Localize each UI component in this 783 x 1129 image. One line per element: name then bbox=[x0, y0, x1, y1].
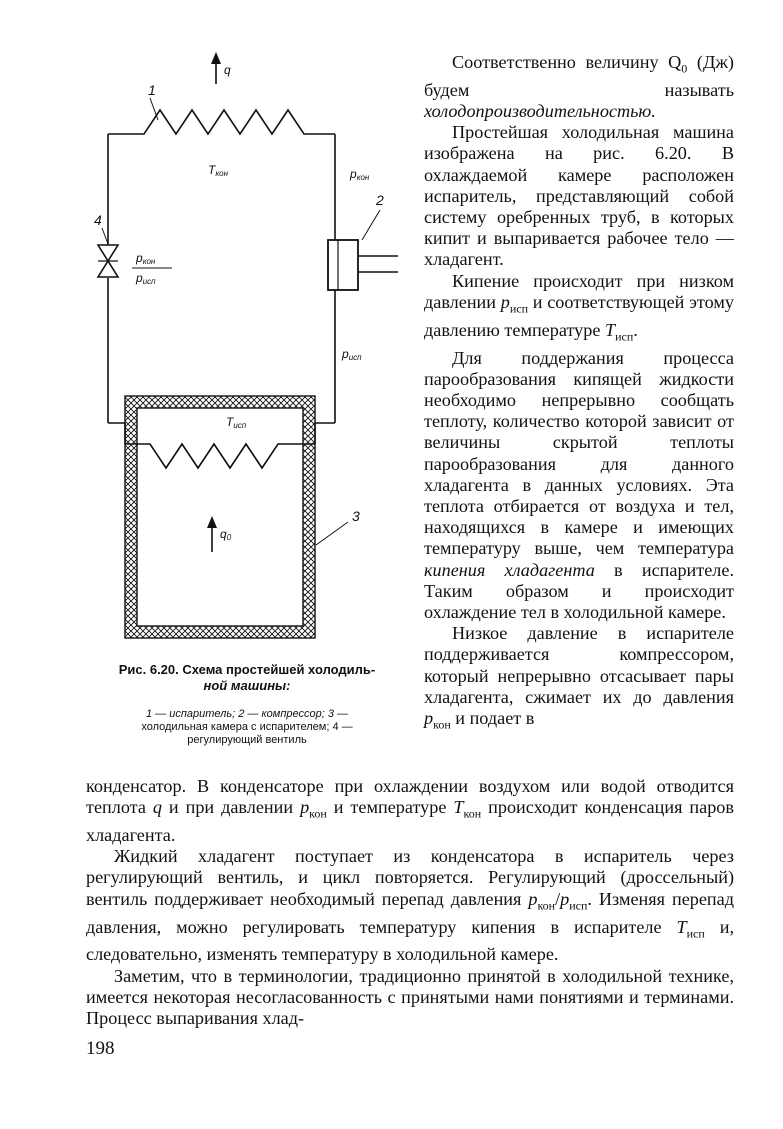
cold-chamber bbox=[125, 396, 315, 638]
label-p-isp-right: $p_{исп}$ bbox=[342, 347, 362, 362]
label-p-kon-valve: $p_{кон}$ bbox=[136, 251, 156, 266]
paragraph-1: Соответственно величину $Q_0$ (Дж) будем называть холодопроизводительностью. bbox=[424, 52, 734, 122]
full-width-text bbox=[86, 776, 734, 1029]
label-t-kon: $T_{кон}$ bbox=[208, 163, 228, 178]
condenser-coil bbox=[108, 110, 335, 134]
compressor bbox=[328, 240, 398, 290]
label-q: q bbox=[224, 63, 231, 77]
caption-title: Рис. 6.20. Схема простейшей холодиль- ной машины: bbox=[118, 662, 376, 693]
label-num-2: 2 bbox=[376, 192, 384, 208]
caption-legend: 1 — испаритель; 2 — компрессор; 3 — холодильная камера с испарителем; 4 — регулирующий вентиль bbox=[141, 708, 353, 746]
paragraph-4: Для поддержания процесса парообразования кипящей жидкости необходимо непрерывно сообщать теплоту, количество которой зависит от величины скрытой теплоты парообразования для данного хладагента в данных условиях. Эта теплота отбирается от воздуха и тел, находящихся в камере и имеющих температуру выше, чем температура кипения хладагента в испарителе. Таким образом и происходит охлаждение тел в холодильной камере. bbox=[424, 347, 734, 622]
paragraph-5-continued: конденсатор. В конденсаторе при охлаждении воздухом или водой отводится теплота q и при давлении $p_{кон}$ и температуре $T_{кон}$ происходит конденсация паров хладагента. bbox=[86, 776, 734, 846]
paragraph-6: Жидкий хладагент поступает из конденсатора в испаритель через регулирующий вентиль, и цикл повторяется. Регулирующий (дроссельный) вентиль поддерживает необходимый перепад давления $p_{кон}/p_{исп}$. Изменяя перепад давления, можно регулировать температуру кипения в испарителе $T_{исп}$ и, следовательно, изменять температуру в холодильной камере. bbox=[86, 846, 734, 965]
label-num-1: 1 bbox=[148, 82, 156, 98]
heat-out-arrow bbox=[211, 52, 221, 84]
label-num-3: 3 bbox=[352, 508, 360, 524]
regulating-valve bbox=[98, 245, 118, 277]
figure-caption bbox=[82, 662, 412, 747]
refrigeration-diagram bbox=[80, 40, 410, 660]
label-q0: $q_0$ bbox=[220, 527, 232, 542]
page-number: 198 bbox=[86, 1038, 115, 1059]
paragraph-5: Низкое давление в испарителе поддерживается компрессором, который непрерывно отсасывает пары хладагента, сжимает их до давления $p_{кон}$ и подает в bbox=[424, 623, 734, 732]
paragraph-7: Заметим, что в терминологии, традиционно принятой в холодильной технике, имеется некоторая несогласованность с принятыми нами понятиями и терминами. Процесс выпаривания хлад- bbox=[86, 965, 734, 1028]
label-p-kon-right: $p_{кон}$ bbox=[350, 167, 370, 182]
label-num-4: 4 bbox=[94, 212, 102, 228]
label-t-isp: $T_{исп}$ bbox=[226, 415, 247, 430]
paragraph-2: Простейшая холодильная машина изображена на рис. 6.20. В охлаждаемой камере расположен испаритель, представляющий собой систему оребренных труб, в которых кипит и выпаривается рабочее тело — хладагент. bbox=[424, 122, 734, 270]
paragraph-3: Кипение происходит при низком давлении $p_{исп}$ и соответствующей этому давлению температуре $T_{исп}$. bbox=[424, 270, 734, 344]
right-column-text bbox=[424, 52, 734, 736]
label-p-isp-valve: $p_{исп}$ bbox=[136, 271, 156, 286]
